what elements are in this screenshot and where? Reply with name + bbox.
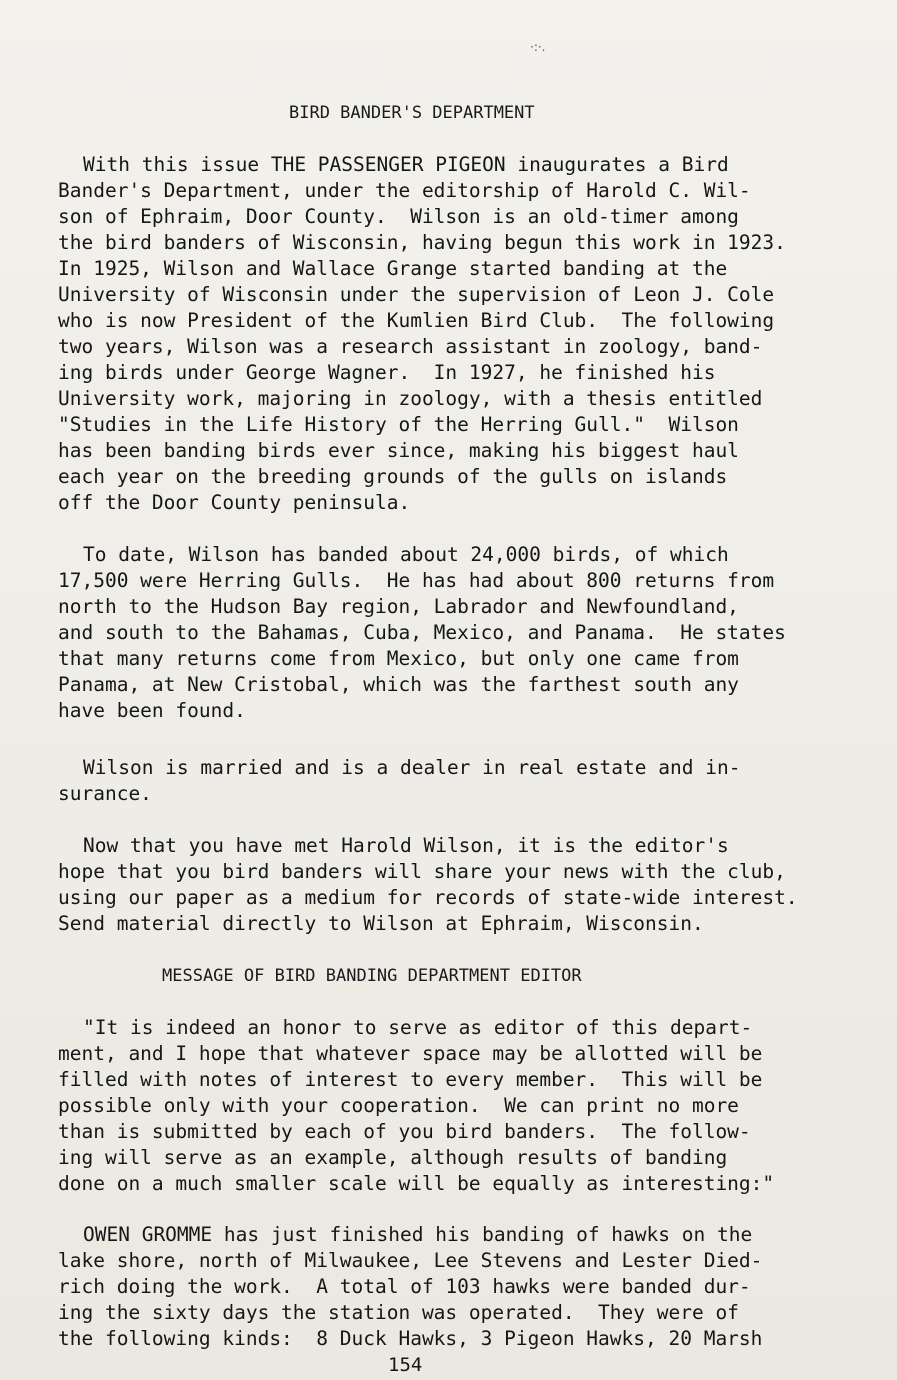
text-line: done on a much smaller scale will be equally as interesting:" xyxy=(58,1172,775,1195)
text-line: two years, Wilson was a research assistant in zoology, band- xyxy=(58,335,763,358)
text-line: possible only with your cooperation. We can print no more xyxy=(58,1094,739,1117)
text-line: Panama, at New Cristobal, which was the farthest south any xyxy=(58,673,739,696)
text-line: ing will serve as an example, although results of banding xyxy=(58,1146,728,1169)
text-line: who is now President of the Kumlien Bird Club. The following xyxy=(58,309,775,332)
text-line: ing birds under George Wagner. In 1927, he finished his xyxy=(58,361,716,384)
text-line: 17,500 were Herring Gulls. He has had about 800 returns from xyxy=(58,569,775,592)
text-line: that many returns come from Mexico, but only one came from xyxy=(58,647,739,670)
text-line: than is submitted by each of you bird banders. The follow- xyxy=(58,1120,751,1143)
text-line: "Studies in the Life History of the Herring Gull." Wilson xyxy=(58,413,739,436)
paragraph-now-that xyxy=(58,833,878,937)
text-line: University of Wisconsin under the supervision of Leon J. Cole xyxy=(58,283,775,306)
text-line: rich doing the work. A total of 103 hawks were banded dur- xyxy=(58,1275,751,1298)
text-line: have been found. xyxy=(58,699,246,722)
text-line: surance. xyxy=(58,782,152,805)
print-specks: ·:·. xyxy=(530,40,546,54)
page-title: BIRD BANDER'S DEPARTMENT xyxy=(289,103,535,123)
paragraph-gromme xyxy=(58,1222,878,1352)
text-line: and south to the Bahamas, Cuba, Mexico, and Panama. He states xyxy=(58,621,786,644)
text-line: ment, and I hope that whatever space may be allotted will be xyxy=(58,1042,763,1065)
text-line: University work, majoring in zoology, with a thesis entitled xyxy=(58,387,763,410)
text-line: Bander's Department, under the editorship of Harold C. Wil- xyxy=(58,179,751,202)
text-line: son of Ephraim, Door County. Wilson is an old-timer among xyxy=(58,205,739,228)
text-line: the bird banders of Wisconsin, having begun this work in 1923. xyxy=(58,231,786,254)
text-line: has been banding birds ever since, making his biggest haul xyxy=(58,439,739,462)
text-line: hope that you bird banders will share your news with the club, xyxy=(58,860,786,883)
text-line: In 1925, Wilson and Wallace Grange started banding at the xyxy=(58,257,728,280)
text-line: using our paper as a medium for records of state-wide interest. xyxy=(58,886,798,909)
paragraph-married xyxy=(58,755,878,807)
text-line: each year on the breeding grounds of the gulls on islands xyxy=(58,465,728,488)
text-line: ing the sixty days the station was operated. They were of xyxy=(58,1301,739,1324)
text-line: the following kinds: 8 Duck Hawks, 3 Pigeon Hawks, 20 Marsh xyxy=(58,1327,763,1350)
page-number: 154 xyxy=(388,1354,423,1376)
text-line: lake shore, north of Milwaukee, Lee Stevens and Lester Died- xyxy=(58,1249,763,1272)
text-line: north to the Hudson Bay region, Labrador and Newfoundland, xyxy=(58,595,739,618)
text-line: To date, Wilson has banded about 24,000 birds, of which xyxy=(83,543,729,566)
text-line: filled with notes of interest to every member. This will be xyxy=(58,1068,763,1091)
text-line: With this issue THE PASSENGER PIGEON inaugurates a Bird xyxy=(83,153,729,176)
text-line: off the Door County peninsula. xyxy=(58,491,411,514)
text-line: OWEN GROMME has just finished his banding of hawks on the xyxy=(83,1223,753,1246)
paragraph-quote xyxy=(58,1015,878,1197)
paragraph-intro xyxy=(58,152,878,516)
text-line: "It is indeed an honor to serve as editor of this depart- xyxy=(83,1016,753,1039)
text-line: Send material directly to Wilson at Ephraim, Wisconsin. xyxy=(58,912,704,935)
section-subheading: MESSAGE OF BIRD BANDING DEPARTMENT EDITOR xyxy=(162,966,582,986)
paragraph-to-date xyxy=(58,542,878,724)
text-line: Wilson is married and is a dealer in real estate and in- xyxy=(83,756,741,779)
text-line: Now that you have met Harold Wilson, it is the editor's xyxy=(83,834,729,857)
